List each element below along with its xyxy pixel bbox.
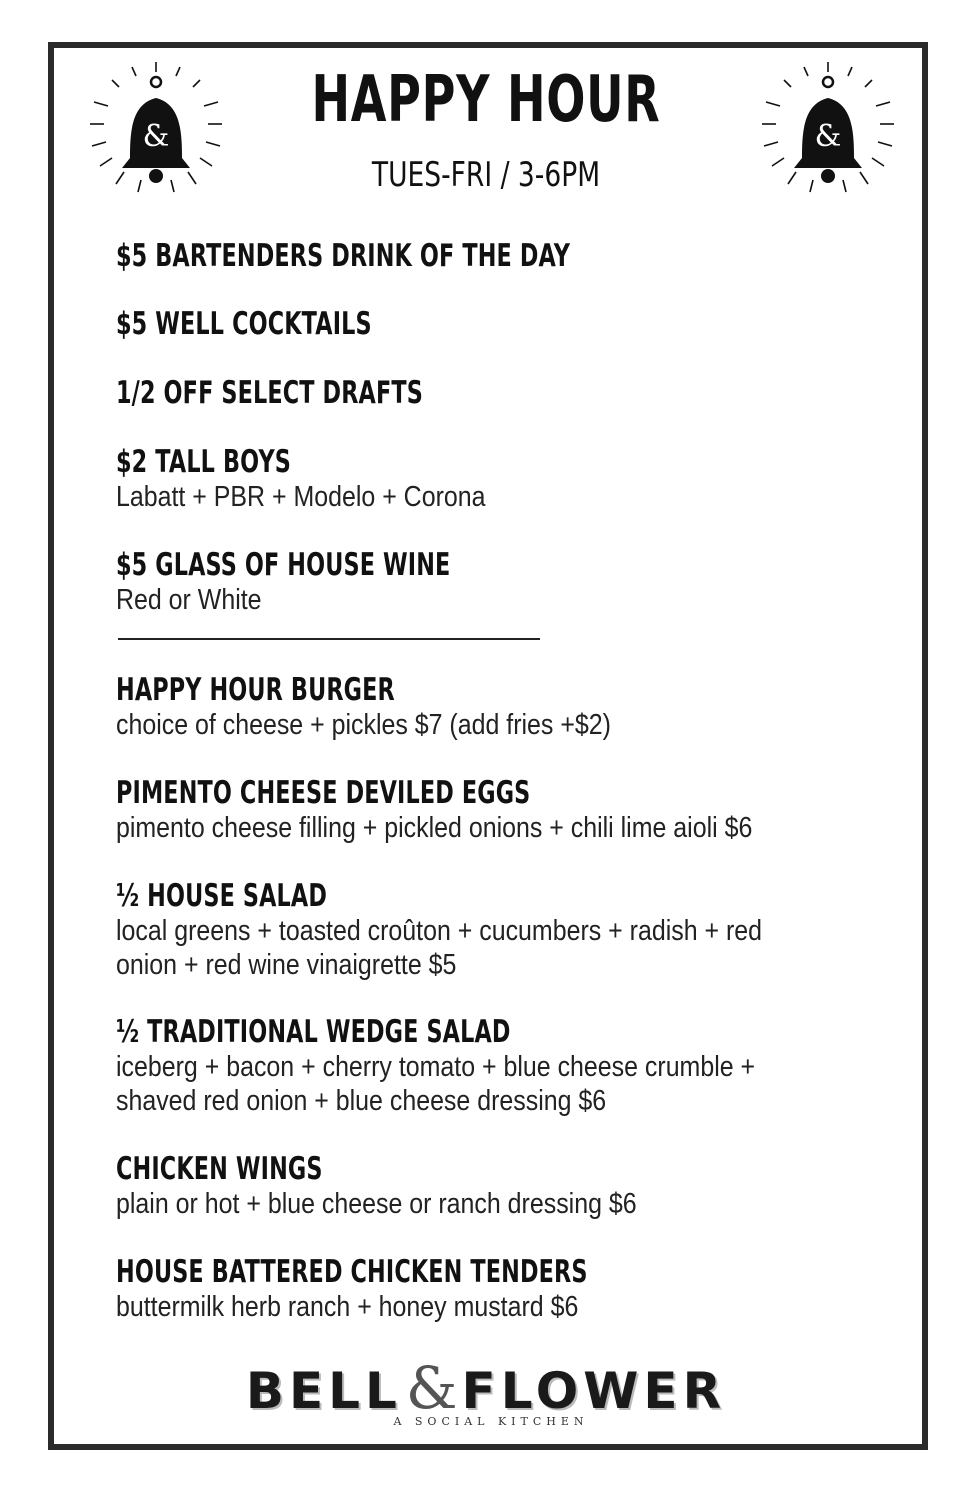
menu-item — [116, 878, 876, 982]
page-title: HAPPY HOUR — [311, 63, 661, 137]
menu-item — [116, 1151, 876, 1221]
item-title: ½ HOUSE SALAD — [116, 878, 327, 914]
item-description: shaved red onion + blue cheese dressing $6 — [116, 1085, 607, 1117]
item-title: $2 TALL BOYS — [116, 444, 291, 480]
menu-item — [116, 775, 876, 845]
item-title: $5 GLASS OF HOUSE WINE — [116, 547, 451, 583]
item-description: Red or White — [116, 584, 262, 616]
item-description: choice of cheese + pickles $7 (add fries +$2) — [116, 709, 611, 741]
item-title: 1/2 OFF SELECT DRAFTS — [116, 375, 423, 411]
brand-name-right: FLOWER — [461, 1362, 727, 1420]
menu-item — [116, 238, 876, 274]
menu-item — [116, 375, 876, 411]
item-description: onion + red wine vinaigrette $5 — [116, 949, 457, 981]
item-description: iceberg + bacon + cherry tomato + blue cheese crumble + — [116, 1051, 756, 1083]
menu-item — [116, 1254, 876, 1324]
brand-logo — [0, 1354, 972, 1428]
item-description: local greens + toasted croûton + cucumbers + radish + red — [116, 915, 763, 947]
item-description: buttermilk herb ranch + honey mustard $6 — [116, 1291, 579, 1323]
item-title: PIMENTO CHEESE DEVILED EGGS — [116, 775, 531, 811]
menu-item — [116, 547, 876, 617]
item-title: HAPPY HOUR BURGER — [116, 672, 395, 708]
section-divider — [118, 638, 540, 640]
brand-name-left: BELL — [245, 1362, 402, 1420]
bell-ampersand: & — [814, 119, 842, 154]
item-description: plain or hot + blue cheese or ranch dressing $6 — [116, 1188, 637, 1220]
item-description: Labatt + PBR + Modelo + Corona — [116, 481, 486, 513]
brand-ampersand: & — [405, 1354, 458, 1422]
item-title: HOUSE BATTERED CHICKEN TENDERS — [116, 1254, 588, 1290]
item-title: $5 WELL COCKTAILS — [116, 306, 372, 342]
item-title: CHICKEN WINGS — [116, 1151, 323, 1187]
item-title: ½ TRADITIONAL WEDGE SALAD — [116, 1014, 511, 1050]
hours-subtitle: TUES-FRI / 3-6PM — [371, 155, 601, 195]
bell-ampersand: & — [142, 119, 170, 154]
item-title: $5 BARTENDERS DRINK OF THE DAY — [116, 238, 571, 274]
menu-item — [116, 444, 876, 514]
menu-item — [116, 1014, 876, 1118]
menu-item — [116, 306, 876, 342]
menu-item — [116, 672, 876, 742]
item-description: pimento cheese filling + pickled onions + chili lime aioli $6 — [116, 812, 753, 844]
brand-tagline: A SOCIAL KITCHEN — [393, 1415, 589, 1428]
